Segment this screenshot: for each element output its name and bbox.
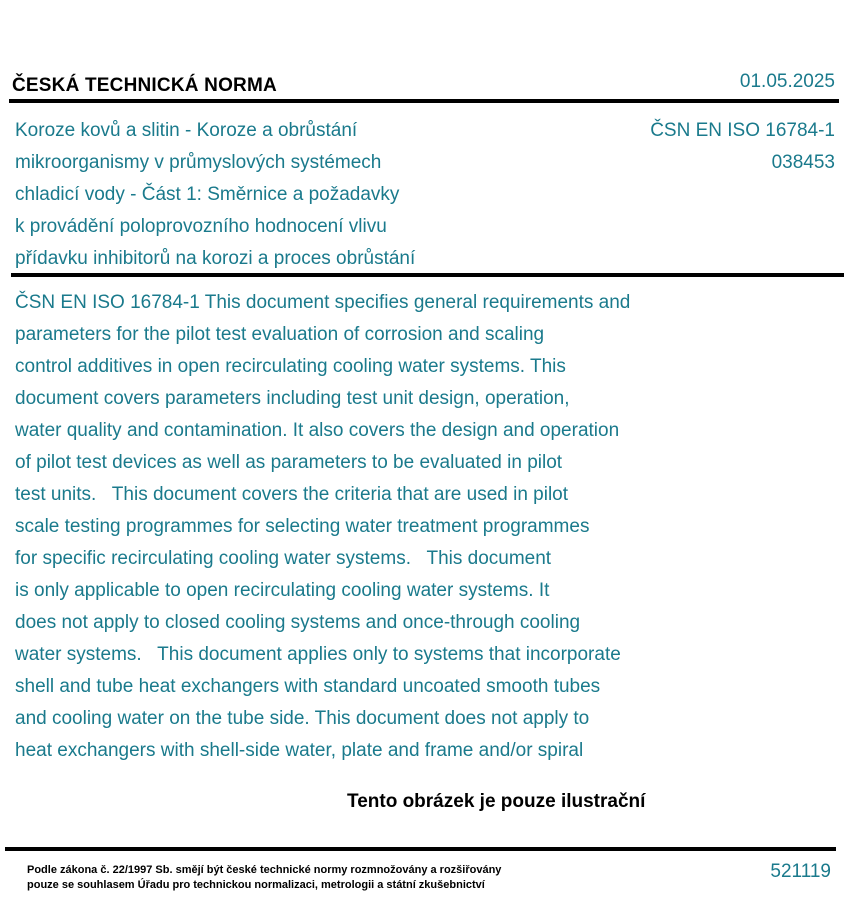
- copyright-notice: [27, 863, 501, 893]
- abstract-line: is only applicable to open recirculating cooling water systems. It: [15, 580, 550, 601]
- abstract-line: parameters for the pilot test evaluation of corrosion and scaling: [15, 324, 545, 345]
- abstract-line: and cooling water on the tube side. This document does not apply to: [15, 708, 590, 729]
- title-line: mikroorganismy v průmyslových systémech: [15, 152, 382, 173]
- class-number: 038453: [771, 152, 835, 173]
- abstract-line: ČSN EN ISO 16784-1 This document specifies general requirements and: [15, 292, 631, 313]
- abstract-line: scale testing programmes for selecting water treatment programmes: [15, 516, 590, 537]
- title-divider: [11, 273, 844, 277]
- standard-designation: ČSN EN ISO 16784-1: [650, 120, 835, 141]
- standard-type-heading: ČESKÁ TECHNICKÁ NORMA: [12, 75, 277, 96]
- illustration-notice: Tento obrázek je pouze ilustrační: [347, 791, 646, 812]
- standard-codes: [650, 115, 835, 179]
- abstract-line: test units. This document covers the criteria that are used in pilot: [15, 484, 569, 505]
- header-divider: [9, 99, 839, 103]
- title-line: Koroze kovů a slitin - Koroze a obrůstání: [15, 120, 358, 141]
- title-line: k provádění poloprovozního hodnocení vlivu: [15, 216, 387, 237]
- publication-date: 01.05.2025: [739, 71, 835, 92]
- title-line: chladicí vody - Část 1: Směrnice a požadavky: [15, 184, 400, 205]
- abstract-line: does not apply to closed cooling systems and once-through cooling: [15, 612, 581, 633]
- abstract-line: shell and tube heat exchangers with standard uncoated smooth tubes: [15, 676, 601, 697]
- abstract-line: of pilot test devices as well as parameters to be evaluated in pilot: [15, 452, 563, 473]
- abstract-line: control additives in open recirculating cooling water systems. This: [15, 356, 566, 377]
- footer-divider: [5, 847, 836, 851]
- abstract-line: water systems. This document applies only to systems that incorporate: [15, 644, 621, 665]
- catalog-number: 521119: [770, 861, 831, 882]
- abstract-text: [15, 287, 630, 767]
- abstract-line: water quality and contamination. It also covers the design and operation: [15, 420, 620, 441]
- abstract-line: document covers parameters including test unit design, operation,: [15, 388, 570, 409]
- title-line: přídavku inhibitorů na korozi a proces obrůstání: [15, 248, 416, 269]
- legal-line: pouze se souhlasem Úřadu pro technickou normalizaci, metrologii a státní zkušebnictví: [27, 879, 485, 891]
- standard-title: [15, 115, 415, 275]
- abstract-line: heat exchangers with shell-side water, plate and frame and/or spiral: [15, 740, 584, 761]
- abstract-line: for specific recirculating cooling water systems. This document: [15, 548, 552, 569]
- legal-line: Podle zákona č. 22/1997 Sb. smějí být české technické normy rozmnožovány a rozšiřovány: [27, 864, 502, 876]
